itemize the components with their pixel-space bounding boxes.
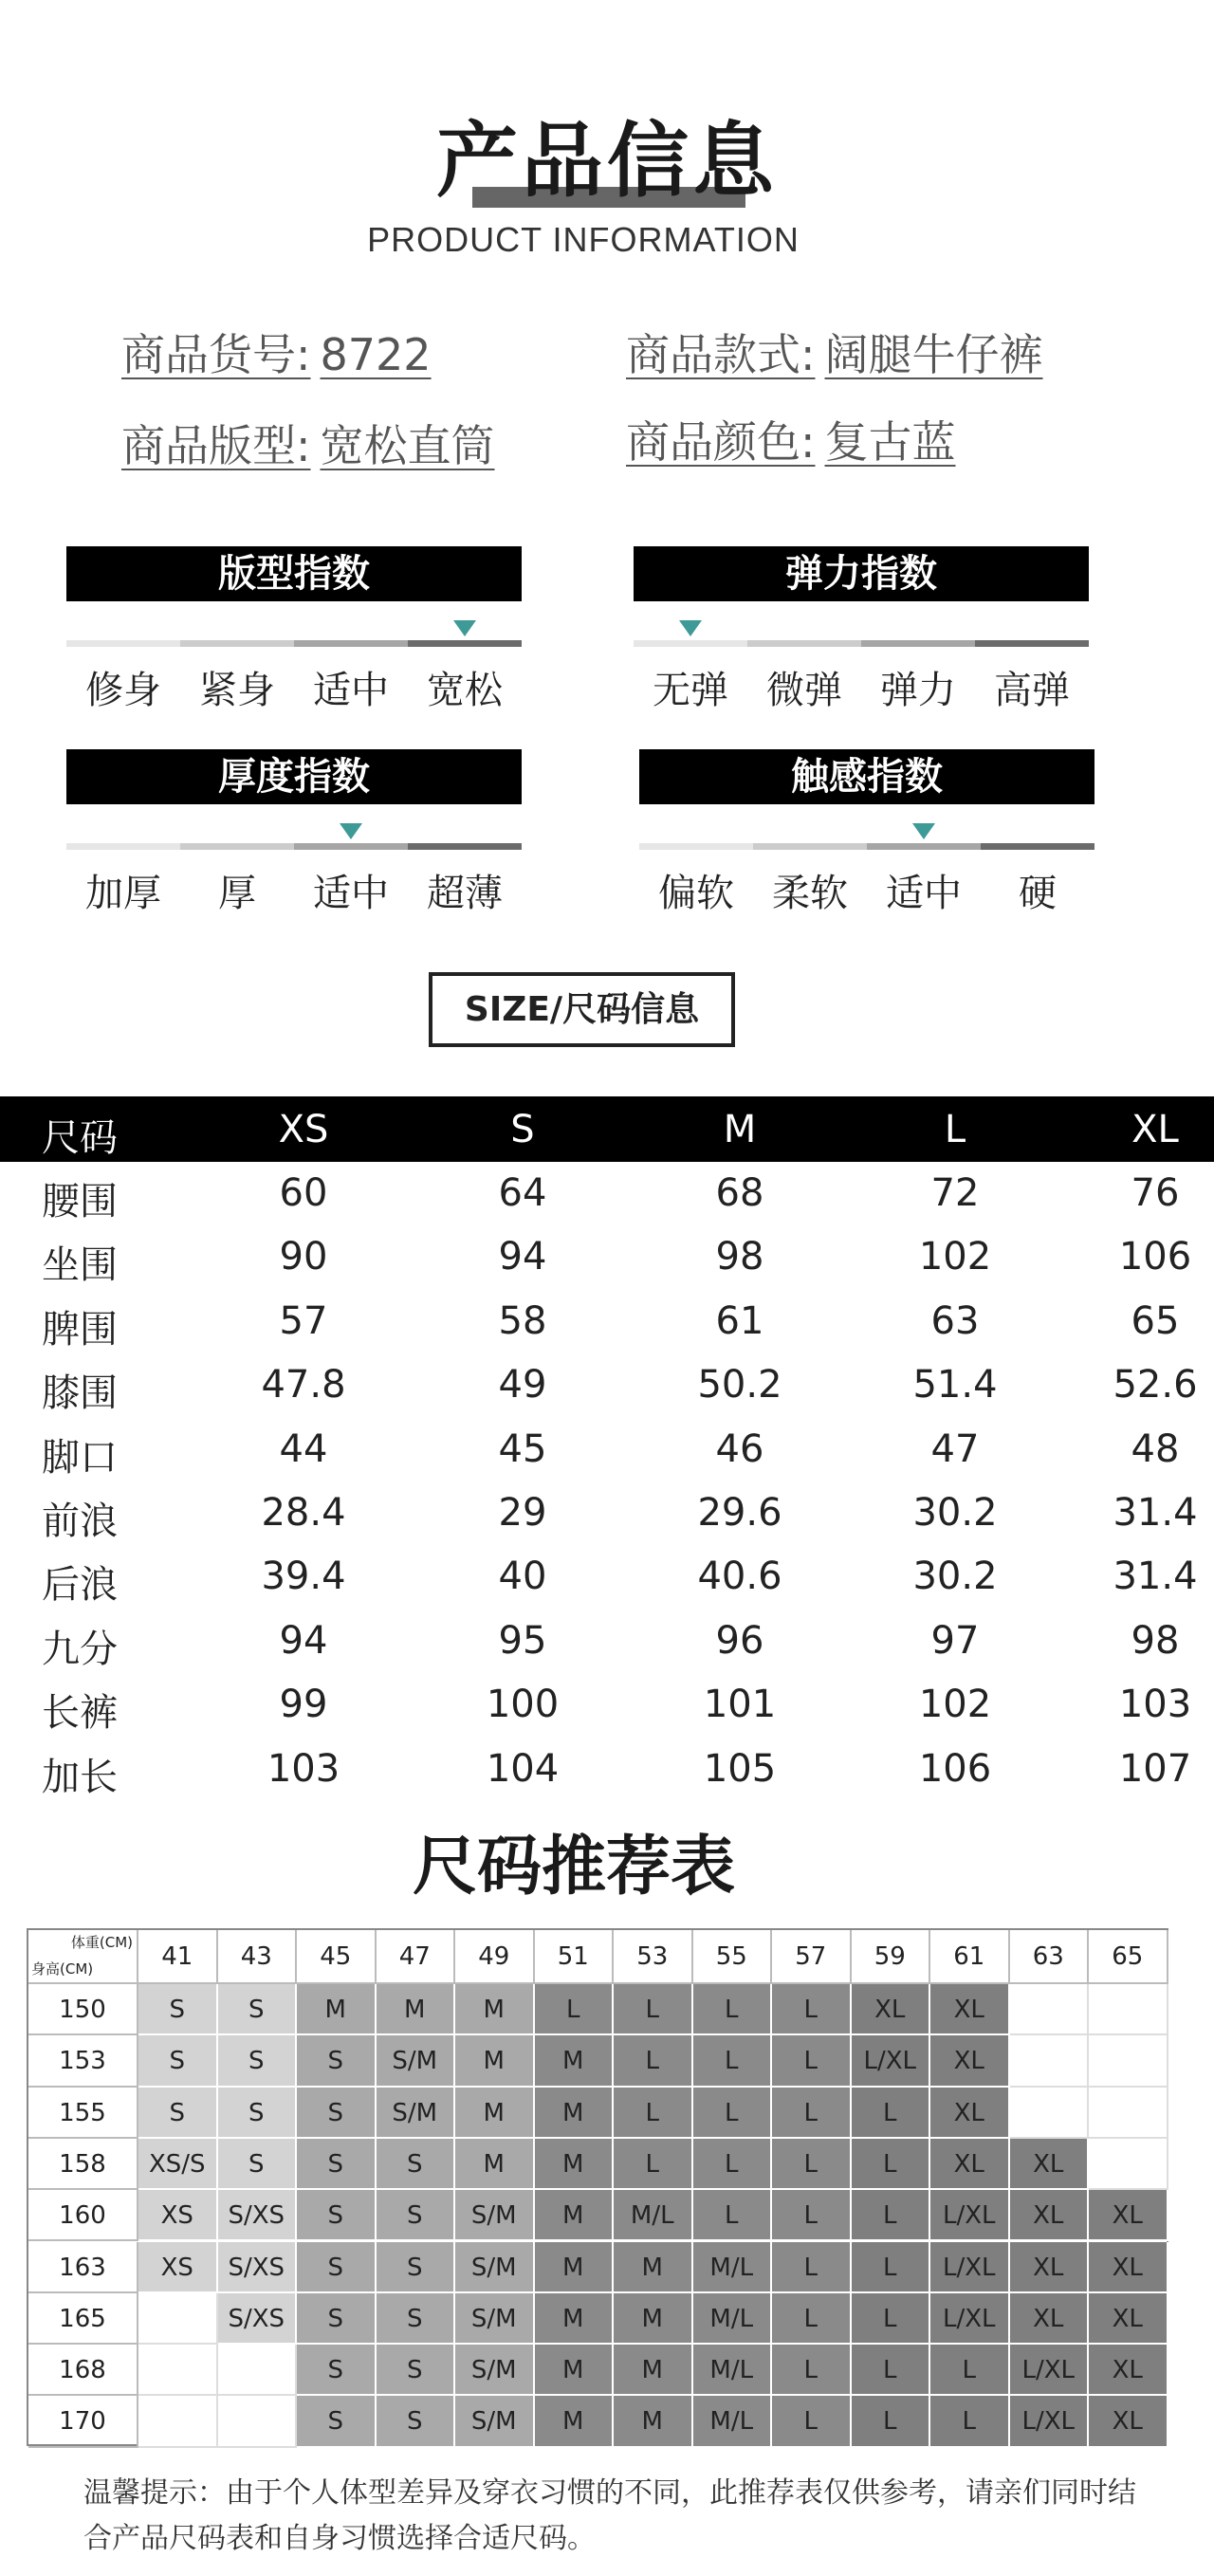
recommend-cell: XS — [138, 2190, 218, 2241]
recommend-cell: XL — [1010, 2139, 1090, 2190]
info-item-no — [121, 321, 432, 383]
index-label: 柔软 — [772, 872, 848, 915]
height-header: 150 — [28, 1984, 138, 2035]
recommend-cell: S — [377, 2293, 456, 2345]
recommend-cell: L — [772, 2088, 852, 2139]
recommend-cell — [1089, 1984, 1168, 2035]
info-fit — [121, 412, 495, 474]
recommend-cell — [218, 2345, 298, 2396]
index-marker-icon — [912, 823, 935, 839]
size-cell: 40 — [498, 1555, 547, 1599]
info-fit-value: 宽松直筒 — [320, 420, 495, 471]
recommend-cell: S — [138, 2035, 218, 2087]
recommend-cell: L/XL — [852, 2035, 931, 2087]
size-table-row — [0, 1738, 1214, 1801]
recommend-cell: XL — [852, 1984, 931, 2035]
index-marker-icon — [453, 620, 476, 636]
size-table-row — [0, 1290, 1214, 1353]
size-cell: 97 — [930, 1618, 980, 1663]
size-header-cell: XS — [278, 1108, 329, 1151]
size-table-row — [0, 1610, 1214, 1673]
weight-header: 59 — [852, 1930, 931, 1984]
recommend-cell: S/M — [455, 2293, 535, 2345]
recommend-cell: S/M — [455, 2345, 535, 2396]
recommend-cell: M — [535, 2396, 615, 2447]
size-row-label: 加长 — [42, 1755, 118, 1799]
height-header: 170 — [28, 2396, 138, 2447]
recommend-cell: XL — [1089, 2345, 1168, 2396]
index-title: 触感指数 — [639, 749, 1094, 804]
recommend-cell: L — [772, 2396, 852, 2447]
recommend-cell: M — [614, 2242, 693, 2293]
size-row-label: 腰围 — [42, 1180, 118, 1224]
size-cell: 50.2 — [697, 1363, 782, 1408]
size-table-row — [0, 1673, 1214, 1737]
recommend-cell: L/XL — [1010, 2345, 1090, 2396]
size-header-cell: XL — [1131, 1108, 1179, 1151]
size-cell: 39.4 — [261, 1555, 346, 1599]
recommend-cell: M/L — [693, 2293, 773, 2345]
size-cell: 72 — [930, 1171, 980, 1215]
size-cell: 104 — [486, 1746, 560, 1791]
index-title: 弹力指数 — [634, 546, 1089, 601]
size-cell: 40.6 — [697, 1555, 782, 1599]
recommend-title: 尺码推荐表 — [412, 1830, 735, 1904]
size-cell: 30.2 — [912, 1491, 998, 1535]
recommend-cell: S/M — [377, 2088, 456, 2139]
recommend-cell: L — [693, 2088, 773, 2139]
page-title: 产品信息 — [436, 114, 778, 209]
index-label: 厚 — [218, 872, 256, 915]
recommend-cell: L — [852, 2293, 931, 2345]
height-header: 160 — [28, 2190, 138, 2241]
recommend-cell: M — [614, 2345, 693, 2396]
recommend-cell: L/XL — [930, 2190, 1010, 2241]
recommend-cell: L — [852, 2088, 931, 2139]
info-item-no-label: 商品货号: — [121, 329, 311, 380]
info-item-no-value: 8722 — [320, 329, 432, 380]
recommend-cell: S — [297, 2396, 377, 2447]
size-cell: 30.2 — [912, 1555, 998, 1599]
recommend-cell: XL — [930, 1984, 1010, 2035]
recommend-cell: L/XL — [1010, 2396, 1090, 2447]
size-cell: 96 — [715, 1618, 764, 1663]
recommend-cell — [218, 2396, 298, 2447]
size-cell: 68 — [715, 1171, 764, 1215]
recommend-cell: L — [852, 2242, 931, 2293]
recommend-cell: XL — [930, 2088, 1010, 2139]
size-row-label: 九分 — [42, 1627, 118, 1671]
size-cell: 99 — [279, 1683, 328, 1727]
recommend-cell: S/M — [455, 2242, 535, 2293]
recommend-cell: XL — [1089, 2242, 1168, 2293]
size-cell: 107 — [1118, 1746, 1192, 1791]
size-table-row — [0, 1162, 1214, 1225]
index-track — [66, 640, 522, 647]
size-cell: 45 — [498, 1426, 547, 1471]
info-color — [626, 408, 956, 470]
recommend-cell: L — [772, 2345, 852, 2396]
index-label: 高弹 — [994, 669, 1070, 712]
index-title: 版型指数 — [66, 546, 522, 601]
weight-header: 47 — [377, 1930, 456, 1984]
index-track — [634, 640, 1089, 647]
size-cell: 46 — [715, 1426, 764, 1471]
size-cell: 29 — [498, 1491, 547, 1535]
recommend-cell: S — [297, 2139, 377, 2190]
size-cell: 49 — [498, 1363, 547, 1408]
weight-header: 51 — [535, 1930, 615, 1984]
recommend-cell: M — [535, 2345, 615, 2396]
recommend-cell: S — [218, 2088, 298, 2139]
index-marker-icon — [340, 823, 362, 839]
recommend-cell: S — [297, 2088, 377, 2139]
size-cell: 64 — [498, 1171, 547, 1215]
recommend-cell: S — [218, 1984, 298, 2035]
info-style-value: 阔腿牛仔裤 — [824, 329, 1043, 380]
index-elasticity — [634, 546, 1089, 717]
size-table-row — [0, 1225, 1214, 1289]
recommend-cell: M — [297, 1984, 377, 2035]
recommend-cell: L — [693, 2139, 773, 2190]
recommend-cell: M/L — [693, 2396, 773, 2447]
size-row-label: 膝围 — [42, 1371, 118, 1416]
recommend-cell: S — [297, 2242, 377, 2293]
recommend-cell — [1089, 2139, 1168, 2190]
size-section-badge: SIZE/尺码信息 — [429, 972, 735, 1047]
recommend-cell: M/L — [693, 2345, 773, 2396]
recommend-cell: L — [772, 2242, 852, 2293]
index-label: 宽松 — [427, 669, 503, 712]
weight-header: 61 — [930, 1930, 1010, 1984]
recommend-cell: M — [535, 2242, 615, 2293]
recommend-cell: L — [772, 2190, 852, 2241]
recommend-cell: M — [455, 1984, 535, 2035]
size-header-cell: S — [510, 1108, 535, 1151]
recommend-cell: S — [218, 2139, 298, 2190]
size-cell: 94 — [279, 1618, 328, 1663]
recommend-cell: M — [535, 2190, 615, 2241]
size-cell: 106 — [1118, 1235, 1192, 1279]
size-table-row — [0, 1418, 1214, 1481]
recommend-cell: S/M — [377, 2035, 456, 2087]
size-cell: 28.4 — [261, 1491, 346, 1535]
size-cell: 90 — [279, 1235, 328, 1279]
index-label: 硬 — [1019, 872, 1057, 915]
recommend-cell: M — [535, 2293, 615, 2345]
index-title: 厚度指数 — [66, 749, 522, 804]
recommend-cell: S — [297, 2293, 377, 2345]
recommend-cell: L — [772, 2035, 852, 2087]
size-cell: 101 — [703, 1683, 777, 1727]
recommend-cell: L — [693, 2190, 773, 2241]
recommend-cell: XL — [1010, 2190, 1090, 2241]
size-cell: 94 — [498, 1235, 547, 1279]
index-label: 偏软 — [658, 872, 734, 915]
size-row-label: 脚口 — [42, 1435, 118, 1480]
recommend-cell: L — [930, 2396, 1010, 2447]
recommend-cell: L — [852, 2139, 931, 2190]
recommend-cell: XL — [1089, 2293, 1168, 2345]
recommend-cell: S/XS — [218, 2242, 298, 2293]
index-touch — [639, 749, 1094, 920]
info-color-label: 商品颜色: — [626, 416, 816, 468]
size-cell: 102 — [918, 1235, 992, 1279]
size-cell: 31.4 — [1113, 1491, 1198, 1535]
recommend-cell: M/L — [614, 2190, 693, 2241]
size-cell: 76 — [1131, 1171, 1180, 1215]
recommend-cell: L — [852, 2190, 931, 2241]
recommend-cell: M — [377, 1984, 456, 2035]
index-label: 超薄 — [427, 872, 503, 915]
recommend-cell: L — [614, 1984, 693, 2035]
size-cell: 29.6 — [697, 1491, 782, 1535]
recommend-cell — [1089, 2088, 1168, 2139]
recommend-cell: L — [614, 2035, 693, 2087]
size-header-label: 尺码 — [42, 1116, 118, 1160]
recommend-cell — [138, 2345, 218, 2396]
size-header-cell: M — [723, 1108, 757, 1151]
size-table-header — [0, 1096, 1214, 1162]
index-track — [66, 843, 522, 850]
size-cell: 58 — [498, 1298, 547, 1343]
size-cell: 65 — [1131, 1298, 1180, 1343]
height-header: 168 — [28, 2345, 138, 2396]
recommend-cell: S — [297, 2345, 377, 2396]
weight-header: 41 — [138, 1930, 218, 1984]
index-label: 适中 — [313, 872, 389, 915]
size-cell: 57 — [279, 1298, 328, 1343]
recommend-cell: S — [218, 2035, 298, 2087]
size-cell: 102 — [918, 1683, 992, 1727]
size-row-label: 后浪 — [42, 1563, 118, 1608]
weight-header: 49 — [455, 1930, 535, 1984]
size-cell: 103 — [267, 1746, 340, 1791]
size-cell: 47.8 — [261, 1363, 346, 1408]
recommend-cell: S — [138, 1984, 218, 2035]
recommend-cell: XL — [930, 2035, 1010, 2087]
recommend-cell: XL — [1089, 2190, 1168, 2241]
size-table-row — [0, 1545, 1214, 1609]
size-table-row — [0, 1481, 1214, 1545]
recommend-cell: L — [930, 2345, 1010, 2396]
info-style-label: 商品款式: — [626, 329, 816, 380]
size-cell: 63 — [930, 1298, 980, 1343]
recommend-cell: M — [614, 2396, 693, 2447]
recommend-cell: L/XL — [930, 2242, 1010, 2293]
page-subtitle: PRODUCT INFORMATION — [367, 220, 800, 259]
height-header: 155 — [28, 2088, 138, 2139]
index-label: 无弹 — [653, 669, 728, 712]
recommend-cell: XL — [1089, 2396, 1168, 2447]
recommend-cell: S — [297, 2035, 377, 2087]
recommend-cell: S — [377, 2190, 456, 2241]
size-cell: 95 — [498, 1618, 547, 1663]
size-cell: 44 — [279, 1426, 328, 1471]
recommend-cell — [1010, 2088, 1090, 2139]
weight-header: 45 — [297, 1930, 377, 1984]
index-label: 弹力 — [880, 669, 956, 712]
recommend-cell — [138, 2396, 218, 2447]
recommend-cell: S — [377, 2345, 456, 2396]
recommend-cell: L — [772, 2139, 852, 2190]
recommend-cell: M — [535, 2139, 615, 2190]
size-cell: 98 — [1131, 1618, 1180, 1663]
index-label: 微弹 — [766, 669, 842, 712]
recommend-table — [27, 1928, 1168, 2446]
weight-header: 43 — [218, 1930, 298, 1984]
recommend-cell: XL — [1010, 2293, 1090, 2345]
size-cell: 103 — [1118, 1683, 1192, 1727]
weight-header: 55 — [693, 1930, 773, 1984]
size-cell: 106 — [918, 1746, 992, 1791]
info-fit-label: 商品版型: — [121, 420, 311, 471]
info-color-value: 复古蓝 — [824, 416, 956, 468]
recommend-cell: M/L — [693, 2242, 773, 2293]
recommend-cell: L — [693, 1984, 773, 2035]
size-table-row — [0, 1353, 1214, 1417]
recommend-cell: L/XL — [930, 2293, 1010, 2345]
size-cell: 100 — [486, 1683, 560, 1727]
index-label: 加厚 — [85, 872, 161, 915]
weight-header: 65 — [1089, 1930, 1168, 1984]
recommend-cell: L — [772, 2293, 852, 2345]
index-label: 适中 — [886, 872, 962, 915]
index-thickness — [66, 749, 522, 920]
size-row-label: 坐围 — [42, 1243, 118, 1288]
index-label: 适中 — [313, 669, 389, 712]
recommend-cell: S — [377, 2242, 456, 2293]
tip-text: 温馨提示：由于个人体型差异及穿衣习惯的不同，此推荐表仅供参考，请亲们同时结合产品尺码表和自身习惯选择合适尺码。 — [83, 2476, 1136, 2555]
index-marker-icon — [679, 620, 702, 636]
recommend-cell: XL — [930, 2139, 1010, 2190]
recommend-cell — [1089, 2035, 1168, 2087]
height-axis-label: 身高(CM) — [31, 1960, 94, 1978]
size-cell: 98 — [715, 1235, 764, 1279]
size-row-label: 脾围 — [42, 1307, 118, 1352]
recommend-cell: L — [852, 2345, 931, 2396]
recommend-cell: M — [455, 2088, 535, 2139]
size-cell: 105 — [703, 1746, 777, 1791]
height-header: 153 — [28, 2035, 138, 2087]
size-cell: 61 — [715, 1298, 764, 1343]
recommend-cell: L — [535, 1984, 615, 2035]
recommend-cell: S — [297, 2190, 377, 2241]
size-row-label: 前浪 — [42, 1500, 118, 1543]
recommend-cell: M — [455, 2139, 535, 2190]
info-style — [626, 321, 1043, 383]
recommend-cell: XL — [1010, 2242, 1090, 2293]
weight-header: 63 — [1010, 1930, 1090, 1984]
recommend-cell: L — [852, 2396, 931, 2447]
recommend-cell: M — [535, 2035, 615, 2087]
recommend-cell: L — [772, 1984, 852, 2035]
recommend-cell: L — [693, 2035, 773, 2087]
recommend-cell: S — [377, 2396, 456, 2447]
index-track — [639, 843, 1094, 850]
index-label: 修身 — [85, 669, 161, 712]
recommend-cell: M — [535, 2088, 615, 2139]
recommend-cell — [138, 2293, 218, 2345]
size-cell: 48 — [1131, 1426, 1180, 1471]
weight-axis-label: 体重(CM) — [70, 1934, 133, 1951]
size-cell: 60 — [279, 1171, 328, 1215]
size-header-cell: L — [944, 1108, 966, 1151]
height-header: 158 — [28, 2139, 138, 2190]
recommend-cell — [1010, 1984, 1090, 2035]
index-label: 紧身 — [199, 669, 275, 712]
size-cell: 51.4 — [912, 1363, 998, 1408]
size-cell: 31.4 — [1113, 1555, 1198, 1599]
recommend-cell: S — [377, 2139, 456, 2190]
recommend-cell: S/XS — [218, 2190, 298, 2241]
weight-header: 53 — [614, 1930, 693, 1984]
recommend-cell: L — [614, 2088, 693, 2139]
height-header: 163 — [28, 2242, 138, 2293]
recommend-cell: XS/S — [138, 2139, 218, 2190]
weight-header: 57 — [772, 1930, 852, 1984]
recommend-cell: S/M — [455, 2190, 535, 2241]
recommend-cell: M — [455, 2035, 535, 2087]
recommend-cell: M — [614, 2293, 693, 2345]
recommend-cell — [1010, 2035, 1090, 2087]
recommend-cell: S/XS — [218, 2293, 298, 2345]
recommend-cell: S — [138, 2088, 218, 2139]
recommend-corner — [28, 1930, 138, 1984]
recommend-cell: XS — [138, 2242, 218, 2293]
index-fit — [66, 546, 522, 717]
size-cell: 52.6 — [1113, 1363, 1198, 1408]
recommend-cell: S/M — [455, 2396, 535, 2447]
size-row-label: 长裤 — [42, 1691, 118, 1736]
height-header: 165 — [28, 2293, 138, 2345]
size-cell: 47 — [930, 1426, 980, 1471]
recommend-cell: L — [614, 2139, 693, 2190]
